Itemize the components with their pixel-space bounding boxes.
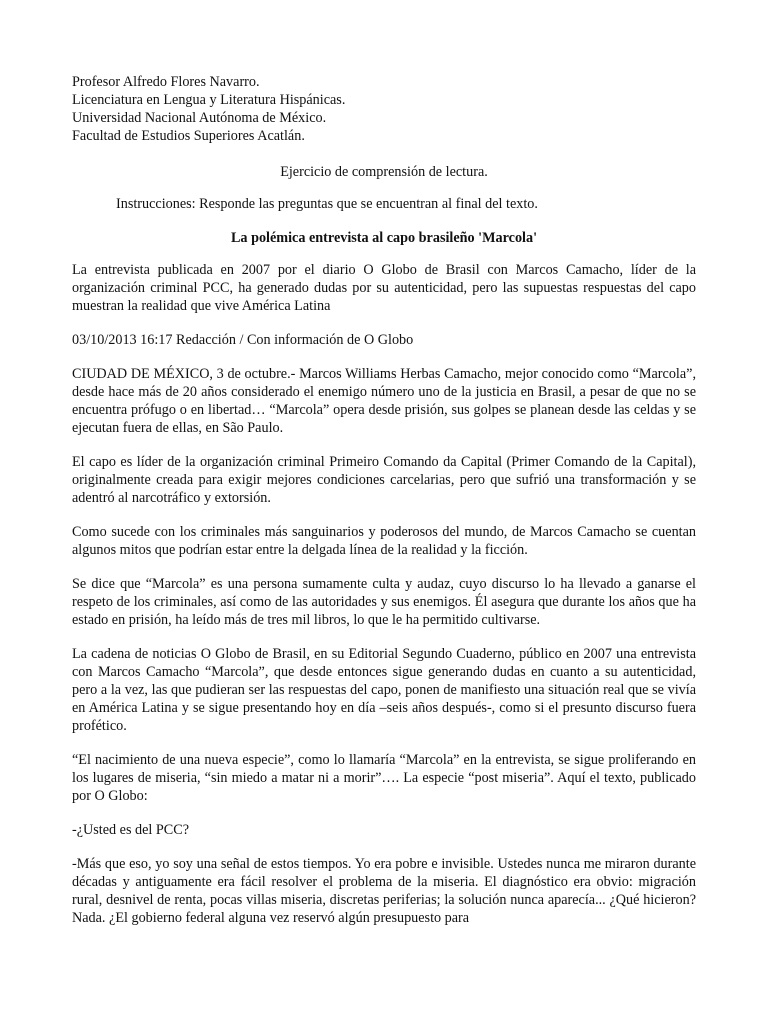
faculty-name: Facultad de Estudios Superiores Acatlán. — [72, 128, 305, 144]
article-paragraph: Se dice que “Marcola” es una persona sumamente culta y audaz, cuyo discurso lo ha llevado a ganarse el respeto de los criminales, así como de las autoridades y sus enemigos. Él asegura que durante los años que ha estado en prisión, ha leído más de tres mil libros, lo que le ha permitido cultivarse. — [72, 576, 696, 629]
article-body — [72, 261, 696, 927]
article-paragraph: El capo es líder de la organización criminal Primeiro Comando da Capital (Primer Comando de la Capital), originalmente creada para exigir mejores condiciones carcelarias, pero que sufrió una transformación y se adentró al narcotráfico y extorsión. — [72, 454, 696, 507]
article-lead: La entrevista publicada en 2007 por el diario O Globo de Brasil con Marcos Camacho, líder de la organización criminal PCC, ha generado dudas por su autenticidad, pero las supuestas respuestas del capo muestran la realidad que vive América Latina — [72, 262, 696, 315]
article-title: La polémica entrevista al capo brasileño 'Marcola' — [230, 230, 538, 246]
interview-question: -¿Usted es del PCC? — [72, 822, 190, 839]
article-paragraph: Como sucede con los criminales más sanguinarios y poderosos del mundo, de Marcos Camacho se cuentan algunos mitos que podrían estar entre la delgada línea de la realidad y la ficción. — [72, 524, 696, 559]
article-paragraph: CIUDAD DE MÉXICO, 3 de octubre.- Marcos Williams Herbas Camacho, mejor conocido como “Marcola”, desde hace más de 20 años considerado el enemigo número uno de la justicia en Brasil, a pesar de que no se encuentra prófugo o en libertad… “Marcola” opera desde prisión, sus golpes se planean desde las celdas y se ejecutan fuera de ellas, en São Paulo. — [72, 366, 696, 437]
author-name: Profesor Alfredo Flores Navarro. — [72, 74, 260, 90]
author-header — [72, 73, 696, 145]
interview-answer: -Más que eso, yo soy una señal de estos tiempos. Yo era pobre e invisible. Ustedes nunca me miraron durante décadas y antiguamente era fácil resolver el problema de la miseria. El diagnóstico era obvio: migración rural, desnivel de renta, pocas villas miseria, discretas periferias; la solución nunca aparecía... ¿Qué hicieron? Nada. ¿El gobierno federal alguna vez reservó algún presupuesto para — [72, 856, 696, 927]
university-name: Universidad Nacional Autónoma de México. — [72, 110, 327, 126]
article-paragraph: “El nacimiento de una nueva especie”, como lo llamaría “Marcola” en la entrevista, se sigue proliferando en los lugares de miseria, “sin miedo a matar ni a morir”…. La especie “post miseria”. Aquí el texto, publicado por O Globo: — [72, 752, 696, 805]
instructions: Instrucciones: Responde las preguntas que se encuentran al final del texto. — [116, 196, 538, 212]
exercise-title: Ejercicio de comprensión de lectura. — [280, 164, 488, 180]
article-dateline: 03/10/2013 16:17 Redacción / Con información de O Globo — [72, 332, 414, 349]
article-paragraph: La cadena de noticias O Globo de Brasil, en su Editorial Segundo Cuaderno, público en 2007 una entrevista con Marcos Camacho “Marcola”, que desde entonces sigue generando dudas en cuanto a su autenticidad, pero a la vez, las que pudieran ser las respuestas del capo, ponen de manifiesto una situación real que se vivía en América Latina y se sigue presentando hoy en día –seis años después-, como si el presunto discurso fuera profético. — [72, 646, 696, 735]
degree-program: Licenciatura en Lengua y Literatura Hispánicas. — [72, 92, 346, 108]
